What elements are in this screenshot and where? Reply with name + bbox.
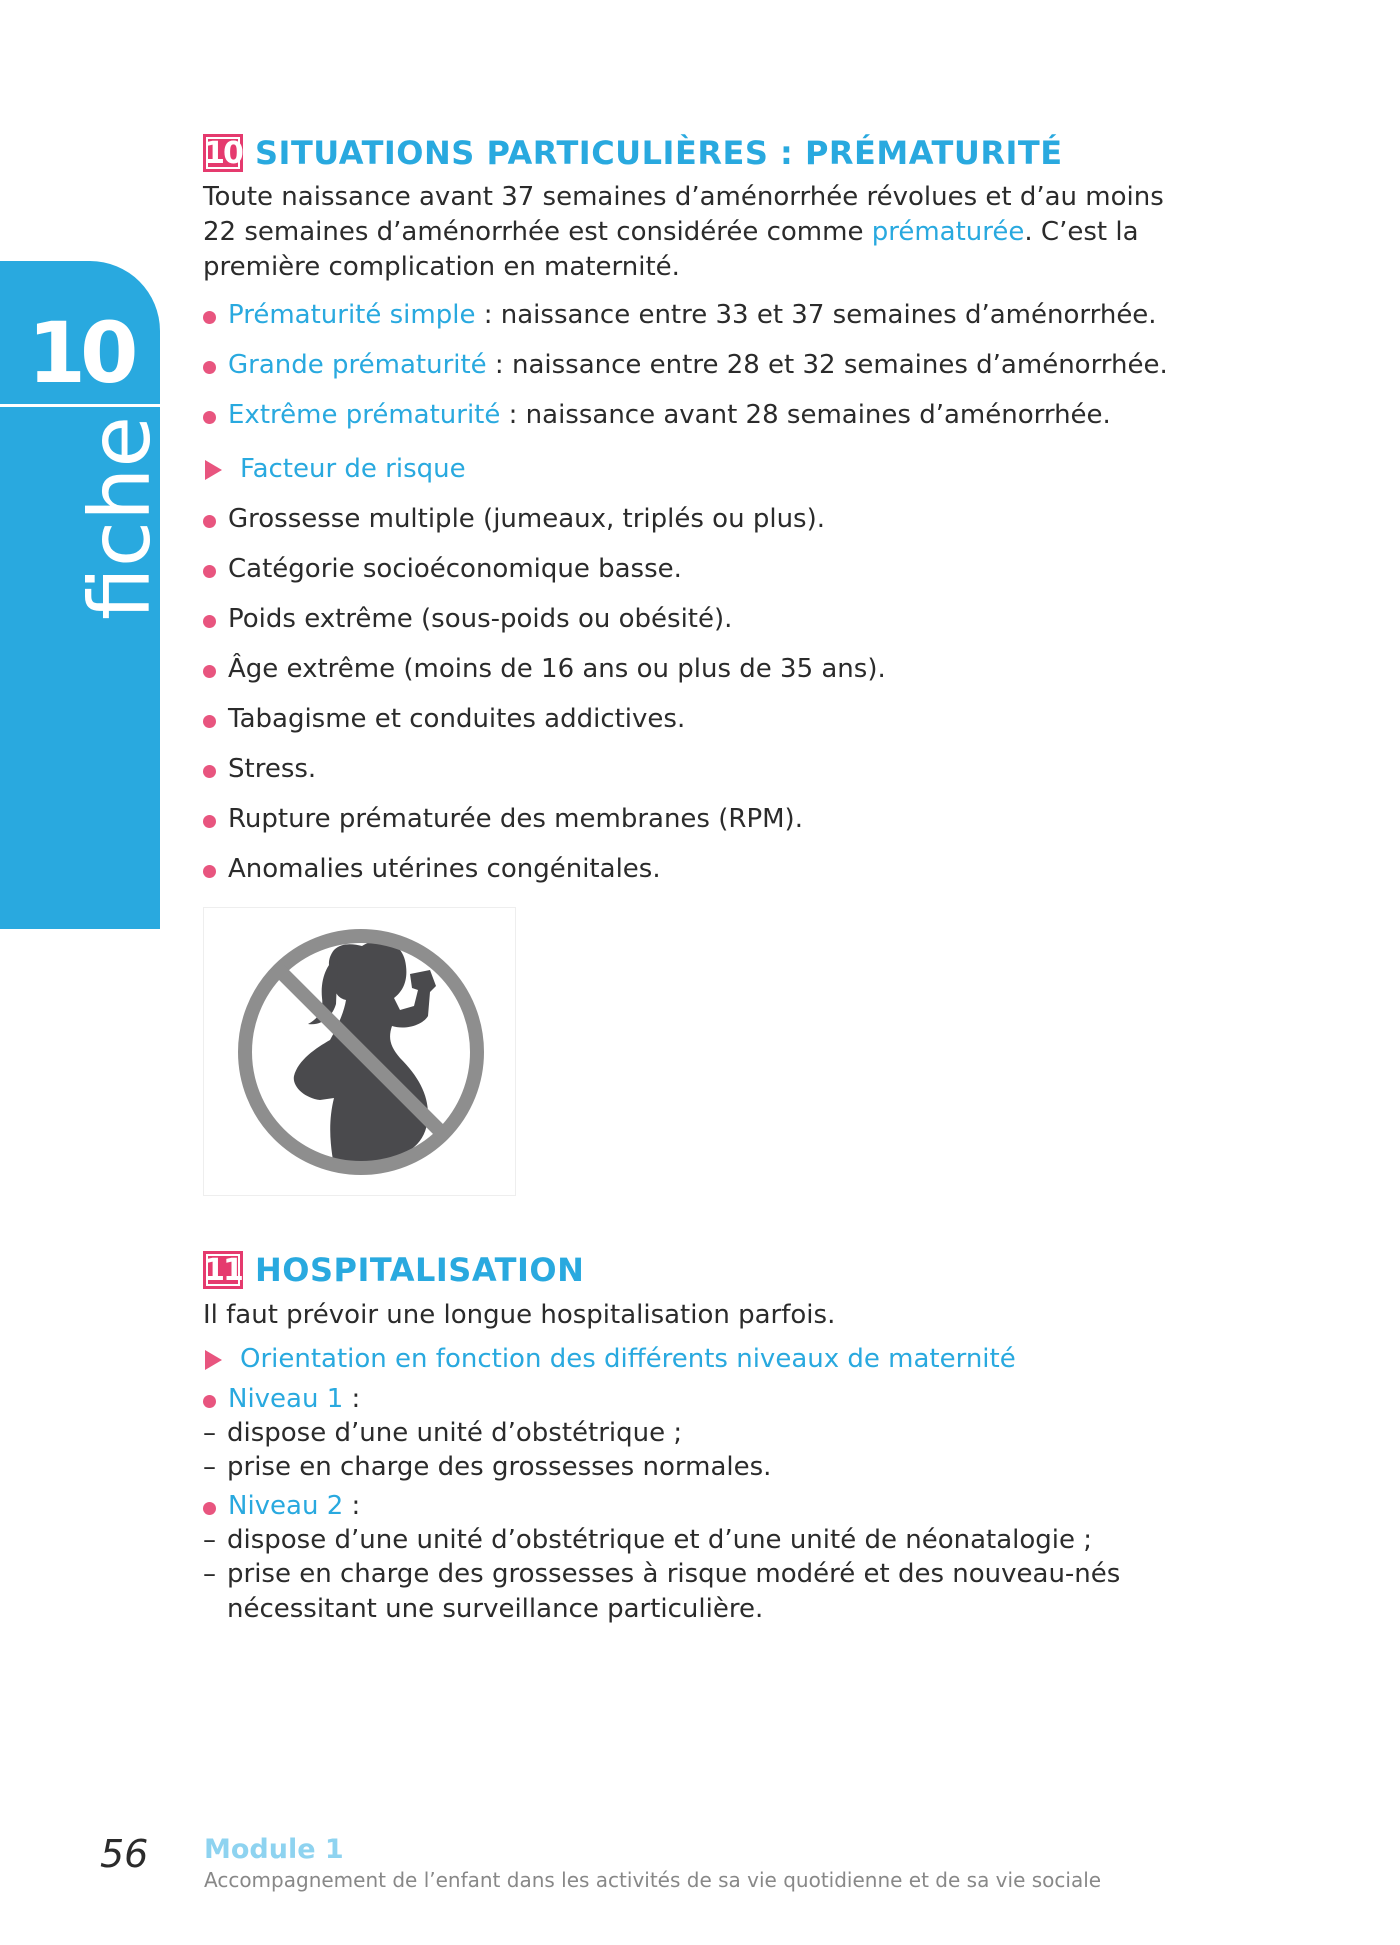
bullet-dot-icon <box>203 865 216 878</box>
type-term: Grande prématurité <box>228 350 487 380</box>
section-heading <box>203 134 1243 172</box>
bullet-dot-icon <box>203 565 216 578</box>
intro-text-end: . C’est la première complication en maternité. <box>203 217 1139 282</box>
risk-factor-text: Âge extrême (moins de 16 ans ou plus de 35 ans). <box>228 654 886 684</box>
list-item <box>203 1450 1243 1485</box>
bullet-dot-icon <box>203 1502 216 1515</box>
risk-factor-text: Stress. <box>228 754 317 784</box>
footer-module-title: Module 1 <box>204 1834 344 1865</box>
fiche-side-tab <box>0 261 169 929</box>
type-text: : naissance avant 28 semaines d’aménorrhée. <box>500 400 1111 430</box>
bullet-dot-icon <box>203 361 216 374</box>
bullet-dot-icon <box>203 615 216 628</box>
level-item-text: prise en charge des grossesses normales. <box>227 1452 772 1482</box>
risk-factor-text: Rupture prématurée des membranes (RPM). <box>228 804 803 834</box>
bullet-dot-icon <box>203 715 216 728</box>
list-item <box>203 652 1243 687</box>
list-item <box>203 348 1243 383</box>
level-heading <box>203 1382 1243 1417</box>
list-item <box>203 398 1243 433</box>
level-label: Niveau 2 <box>228 1491 344 1521</box>
triangle-bullet-icon <box>205 460 222 480</box>
dash-marker: – <box>203 1559 216 1589</box>
level-item-text: dispose d’une unité d’obstétrique et d’une unité de néonatalogie ; <box>227 1525 1093 1555</box>
bullet-dot-icon <box>203 815 216 828</box>
bullet-dot-icon <box>203 765 216 778</box>
bullet-dot-icon <box>203 411 216 424</box>
list-item <box>203 298 1243 333</box>
no-alcohol-pregnancy-icon <box>203 907 516 1196</box>
intro-text: Toute naissance avant 37 semaines d’aménorrhée révolues et d’au moins 22 semaines d’aménorrhée est considérée comme <box>203 182 1164 247</box>
list-item <box>203 552 1243 587</box>
section-number-badge: 11 <box>204 1252 242 1288</box>
footer-module-subtitle: Accompagnement de l’enfant dans les activités de sa vie quotidienne et de sa vie sociale <box>204 1868 1102 1892</box>
section-number-badge: 10 <box>204 135 242 171</box>
risk-factors-list <box>203 502 1243 887</box>
level-label: Niveau 1 <box>228 1384 344 1414</box>
risk-factor-text: Anomalies utérines congénitales. <box>228 854 661 884</box>
fiche-label: fiche <box>71 415 169 620</box>
bullet-dot-icon <box>203 311 216 324</box>
risk-factor-text: Tabagisme et conduites addictives. <box>228 704 686 734</box>
risk-factor-text: Poids extrême (sous-poids ou obésité). <box>228 604 733 634</box>
section-prematurite <box>203 134 1243 887</box>
pictogram-svg <box>204 908 517 1197</box>
level-item-text: dispose d’une unité d’obstétrique ; <box>227 1418 683 1448</box>
section-hospitalisation <box>203 1251 1243 1627</box>
list-item <box>203 852 1243 887</box>
section-heading <box>203 1251 1243 1289</box>
hospitalisation-intro: Il faut prévoir une longue hospitalisation parfois. <box>203 1300 836 1330</box>
bullet-dot-icon <box>203 515 216 528</box>
level-item-text: prise en charge des grossesses à risque modéré et des nouveau-nés nécessitant une surveillance particulière. <box>227 1559 1121 1624</box>
dash-marker: – <box>203 1452 216 1482</box>
type-text: : naissance entre 28 et 32 semaines d’aménorrhée. <box>486 350 1168 380</box>
type-term: Extrême prématurité <box>228 400 501 430</box>
triangle-bullet-icon <box>205 1350 222 1370</box>
bullet-dot-icon <box>203 1395 216 1408</box>
level-block <box>203 1382 1243 1485</box>
risk-factor-text: Grossesse multiple (jumeaux, triplés ou plus). <box>228 504 825 534</box>
section-title: HOSPITALISATION <box>255 1251 585 1289</box>
orientation-heading-text: Orientation en fonction des différents niveaux de maternité <box>240 1344 1016 1374</box>
level-suffix: : <box>343 1384 361 1414</box>
intro-paragraph <box>203 180 1203 285</box>
fiche-number: 10 <box>27 304 133 402</box>
list-item <box>203 752 1243 787</box>
level-block <box>203 1489 1243 1627</box>
list-item <box>203 502 1243 537</box>
list-item <box>203 802 1243 837</box>
dash-marker: – <box>203 1418 216 1448</box>
list-item <box>203 1523 1243 1558</box>
highlight-term: prématurée <box>871 217 1025 247</box>
list-item <box>203 1416 1243 1451</box>
side-tab-divider <box>0 404 160 407</box>
risk-factor-heading <box>203 452 1243 487</box>
level-heading <box>203 1489 1243 1524</box>
type-term: Prématurité simple <box>228 300 476 330</box>
orientation-heading <box>203 1342 1243 1377</box>
level-suffix: : <box>343 1491 361 1521</box>
risk-heading-text: Facteur de risque <box>240 454 466 484</box>
page-number: 56 <box>100 1832 149 1876</box>
list-item <box>203 602 1243 637</box>
list-item <box>203 702 1243 737</box>
dash-marker: – <box>203 1525 216 1555</box>
type-text: : naissance entre 33 et 37 semaines d’aménorrhée. <box>475 300 1157 330</box>
section-title: SITUATIONS PARTICULIÈRES : PRÉMATURITÉ <box>255 134 1063 172</box>
bullet-dot-icon <box>203 665 216 678</box>
list-item <box>203 1557 1223 1627</box>
risk-factor-text: Catégorie socioéconomique basse. <box>228 554 682 584</box>
prematurity-types-list <box>203 298 1243 433</box>
